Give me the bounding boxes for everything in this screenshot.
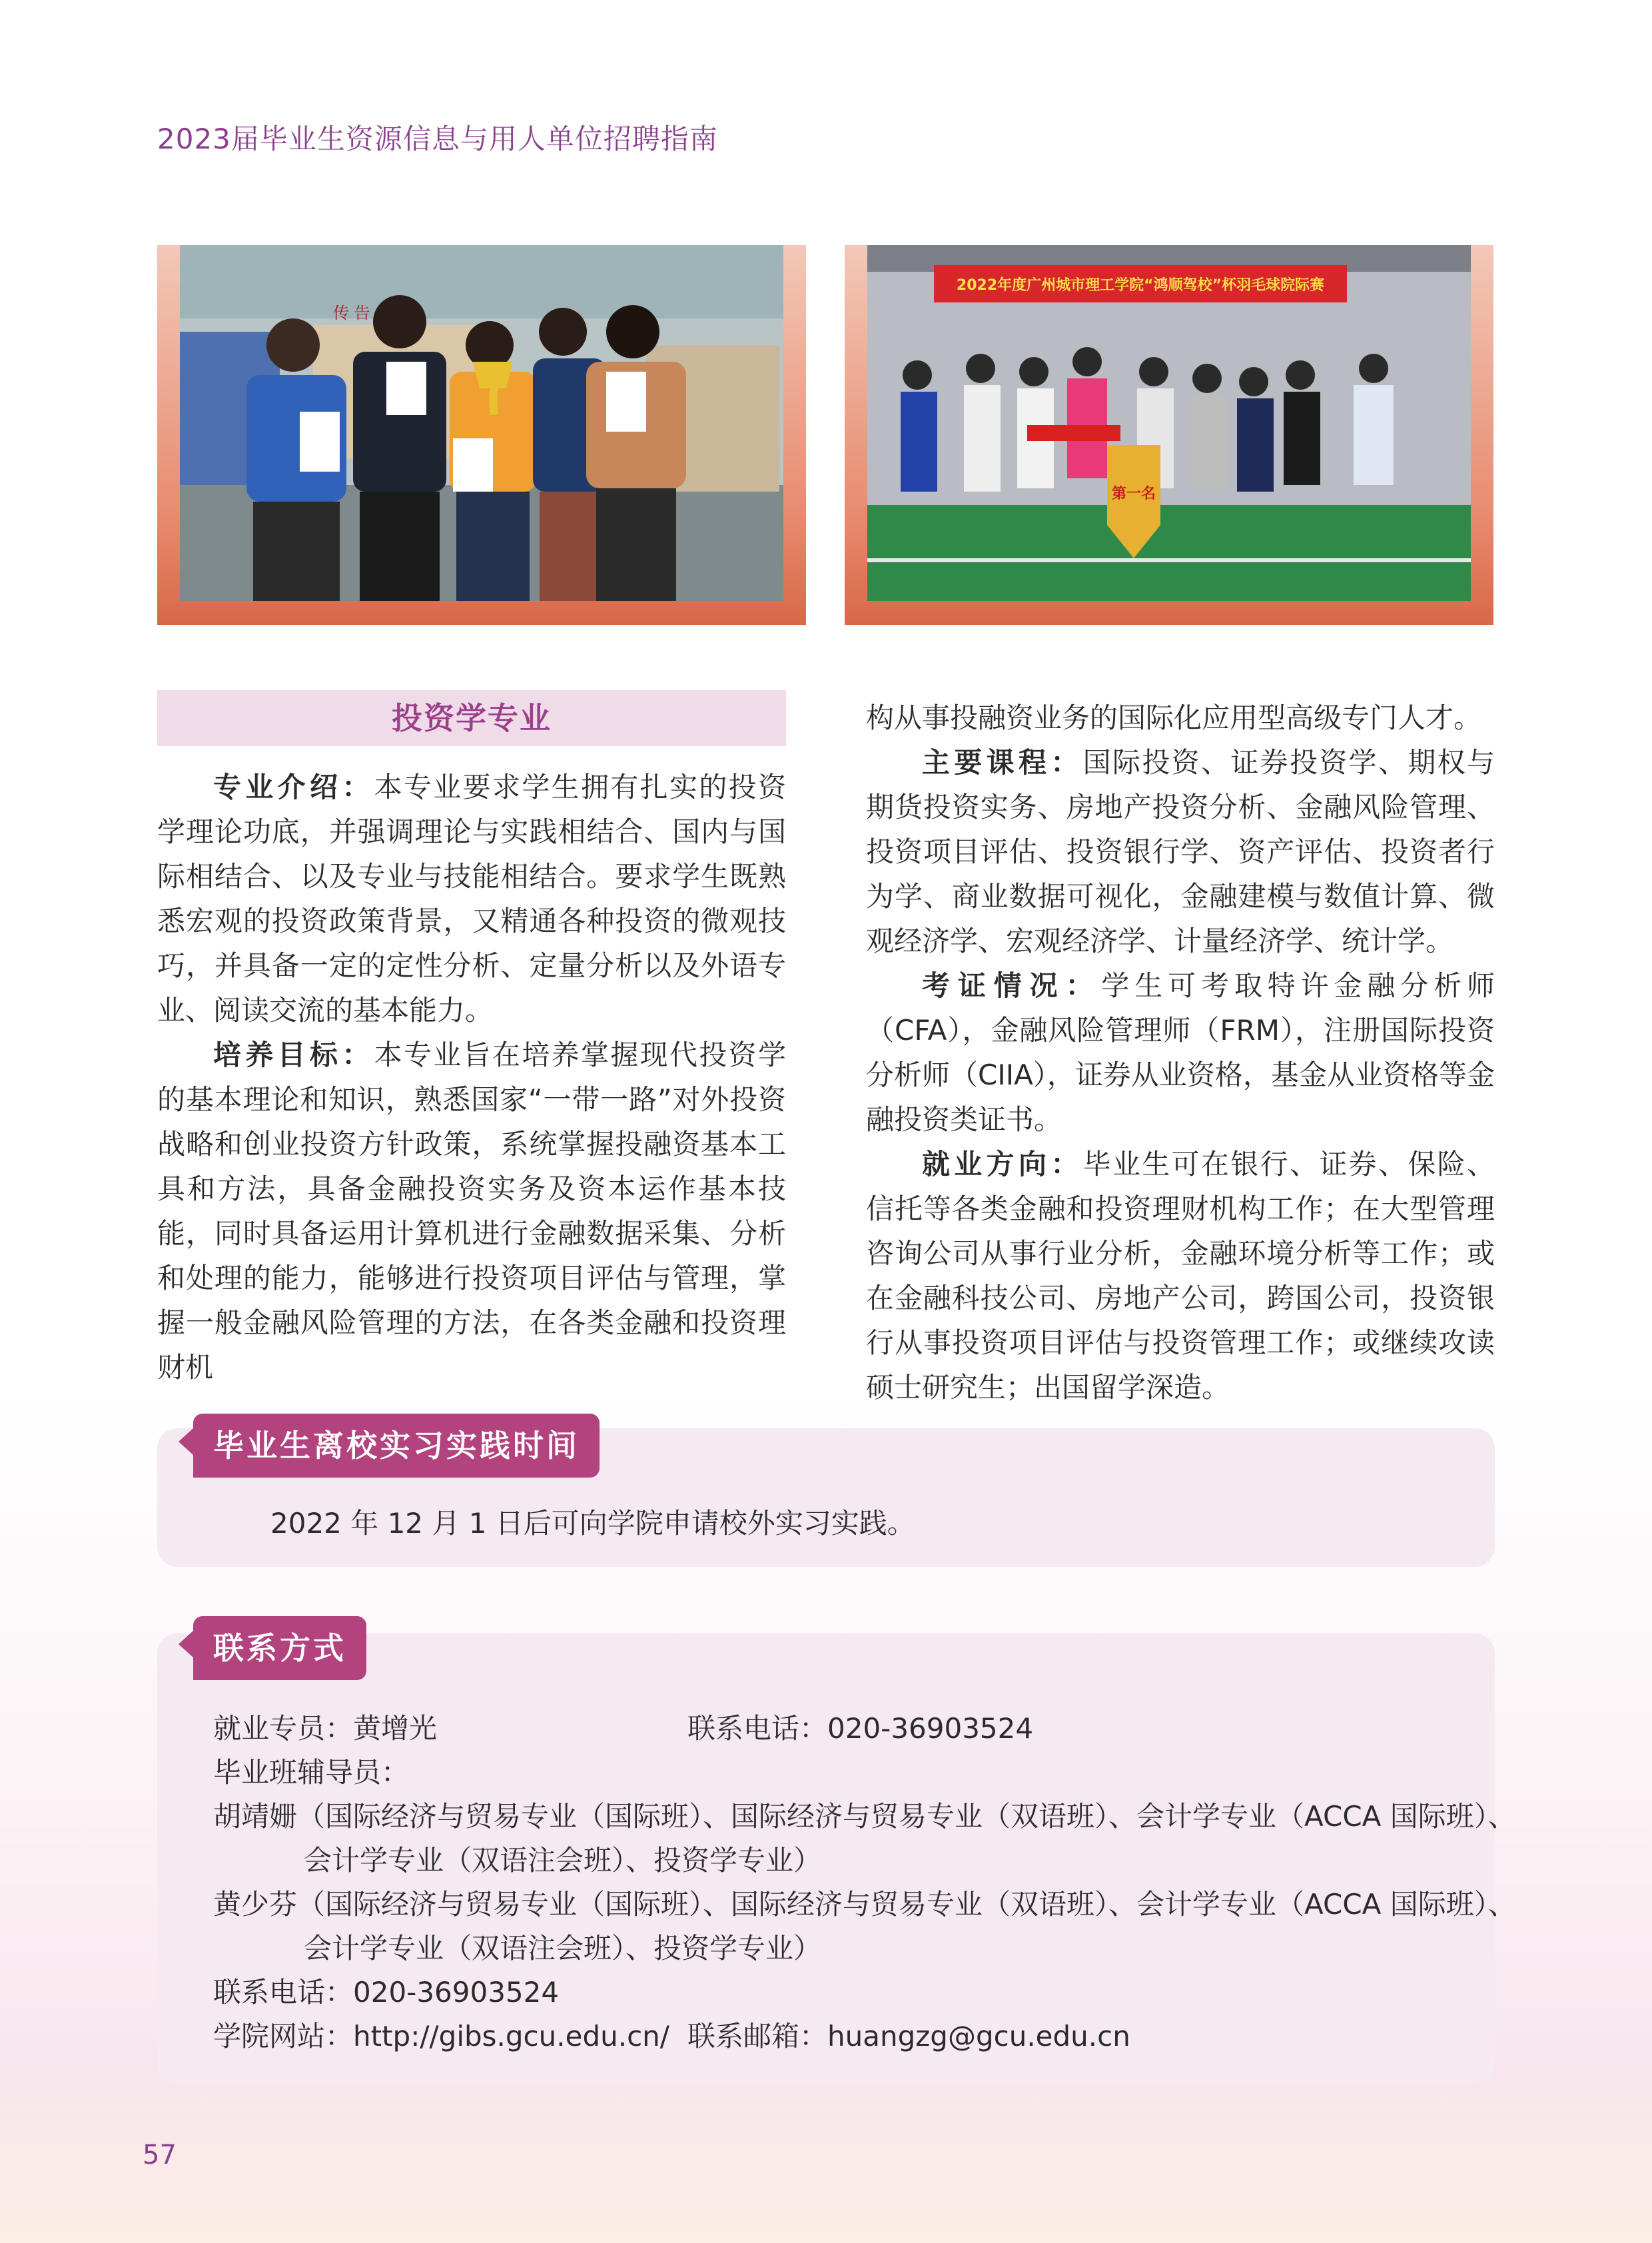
- cert-paragraph: [866, 963, 1495, 1142]
- employment-officer: 就业专员：黄增光: [213, 1712, 438, 1745]
- internship-tab: 毕业生离校实习实践时间: [193, 1414, 600, 1478]
- banner-text: 2022年度广州城市理工学院“鸿顺驾校”杯羽毛球院际赛: [956, 277, 1325, 294]
- courses-label: 主要课程：: [922, 746, 1083, 779]
- major-title: 投资学专业: [157, 690, 786, 746]
- header-title: 2023届毕业生资源信息与用人单位招聘指南: [157, 123, 718, 155]
- contact-phone: 联系电话：020-36903524: [213, 1976, 560, 2009]
- goal-continued: 构从事投融资业务的国际化应用型高级专门人才。: [866, 701, 1482, 734]
- photo-right-frame: [845, 245, 1493, 625]
- career-label: 就业方向：: [922, 1148, 1083, 1180]
- internship-box: [157, 1428, 1495, 1567]
- pennant-text: 第一名: [1111, 486, 1156, 502]
- photo-left-frame: [157, 245, 806, 625]
- contact-tab: 联系方式: [193, 1616, 366, 1680]
- career-text: 毕业生可在银行、证券、保险、信托等各类金融和投资理财机构工作；在大型管理咨询公司从事行业分析，金融环境分析等工作；或在金融科技公司、房地产公司，跨国公司，投资银行从事投资项目评估与投资管理工作；或继续攻读硕士研究生；出国留学深造。: [866, 1148, 1495, 1404]
- cert-text: 学生可考取特许金融分析师（CFA），金融风险管理师（FRM），注册国际投资分析师（CIIA），证券从业资格，基金从业资格等金融投资类证书。: [866, 969, 1495, 1136]
- page-number: 57: [143, 2140, 177, 2170]
- goal-label: 培养目标：: [213, 1039, 374, 1071]
- counselor-1-line-2: 会计学专业（双语注会班）、投资学专业）: [304, 1844, 822, 1877]
- goal-text: 本专业旨在培养掌握现代投资学的基本理论和知识，熟悉国家“一带一路”对外投资战略和创业投资方针政策，系统掌握投融资基本工具和方法，具备金融投资实务及资本运作基本技能，同时具备运用计算机进行金融数据采集、分析和处理的能力，能够进行投资项目评估与管理，掌握一般金融风险管理的方法，在各类金融和投资理财机: [157, 1039, 786, 1384]
- major-left-column: [157, 765, 786, 1390]
- internship-text: 2022 年 12 月 1 日后可向学院申请校外实习实践。: [270, 1507, 915, 1540]
- intro-paragraph: [157, 765, 786, 1033]
- contact-box: [157, 1630, 1516, 2084]
- college-website[interactable]: 学院网站：http://gibs.gcu.edu.cn/: [213, 2020, 669, 2052]
- major-right-column: [866, 695, 1495, 1410]
- goal-paragraph: [157, 1033, 786, 1390]
- notice-board-sign: 传 告: [333, 304, 370, 322]
- cert-label: 考证情况：: [922, 969, 1102, 1002]
- career-paragraph: [866, 1142, 1495, 1410]
- courses-text: 国际投资、证券投资学、期权与期货投资实务、房地产投资分析、金融风险管理、投资项目评估、投资银行学、资产评估、投资者行为学、商业数据可视化，金融建模与数值计算、微观经济学、宏观经济学、计量经济学、统计学。: [866, 746, 1495, 957]
- counselor-2-line-2: 会计学专业（双语注会班）、投资学专业）: [304, 1932, 822, 1965]
- contact-email[interactable]: 联系邮箱：huangzg@gcu.edu.cn: [687, 2020, 1130, 2052]
- officer-phone: 联系电话：020-36903524: [687, 1712, 1034, 1745]
- counselor-2-line-1: 黄少芬（国际经济与贸易专业（国际班）、国际经济与贸易专业（双语班）、会计学专业（ACCA 国际班）、: [213, 1888, 1516, 1921]
- counselors-label: 毕业班辅导员：: [213, 1756, 410, 1789]
- award-group-photo: [180, 245, 783, 601]
- courses-paragraph: [866, 740, 1495, 963]
- counselor-1-line-1: 胡靖姗（国际经济与贸易专业（国际班）、国际经济与贸易专业（双语班）、会计学专业（ACCA 国际班）、: [213, 1800, 1516, 1833]
- badminton-team-photo: [867, 245, 1471, 601]
- intro-text: 本专业要求学生拥有扎实的投资学理论功底，并强调理论与实践相结合、国内与国际相结合、以及专业与技能相结合。要求学生既熟悉宏观的投资政策背景，又精通各种投资的微观技巧，并具备一定的定性分析、定量分析以及外语专业、阅读交流的基本能力。: [157, 771, 786, 1027]
- intro-label: 专业介绍：: [213, 771, 374, 803]
